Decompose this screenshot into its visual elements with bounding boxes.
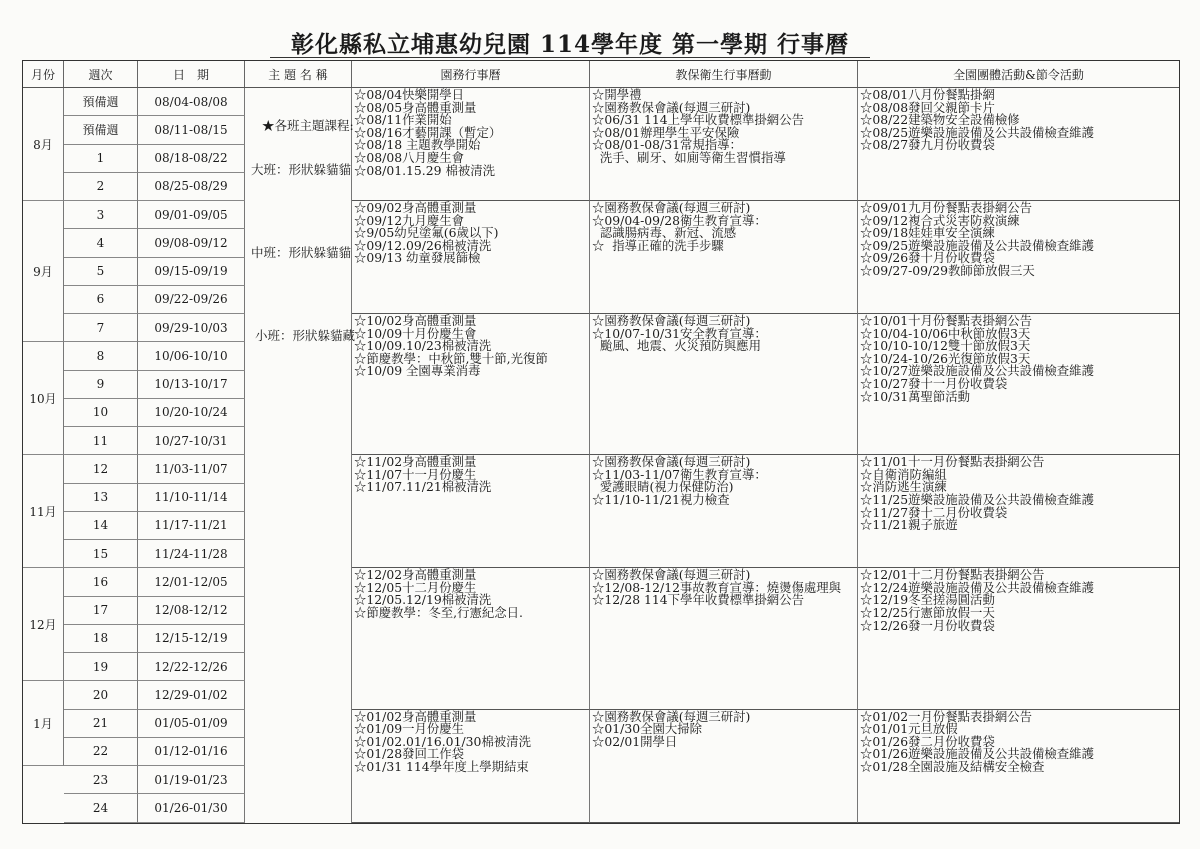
week-number-cell: 3	[64, 201, 138, 229]
week-number-cell: 6	[64, 286, 138, 314]
event-line: ☆10/27發十一月份收費袋	[860, 375, 1008, 391]
week-number-cell: 22	[64, 738, 138, 766]
month-cell: 12月	[23, 568, 64, 681]
week-date-cell: 09/22-09/26	[138, 286, 245, 314]
event-line: ☆09/27-09/29教師節放假三天	[860, 262, 1035, 278]
event-line: ☆自衛消防編組	[860, 466, 947, 482]
school-calendar-cell	[352, 314, 590, 455]
event-line: ☆01/01元旦放假	[860, 721, 958, 737]
week-number-cell: 1	[64, 145, 138, 173]
week-date-cell: 01/19-01/23	[138, 766, 245, 794]
event-line: ☆01/09一月份慶生	[354, 721, 465, 737]
event-line: ☆09/01九月份餐點表掛網公告	[860, 201, 1033, 215]
event-line: 愛護眼睛(視力保健防治)	[592, 479, 734, 495]
week-date-cell: 10/20-10/24	[138, 399, 245, 427]
event-line: ☆11/10-11/21視力檢查	[592, 492, 730, 508]
event-line: ☆10/02身高體重測量	[354, 314, 477, 328]
event-line: ☆08/01-08/31常規指導：	[592, 137, 742, 153]
school-calendar-cell	[352, 568, 590, 709]
header-activities: 全園團體活動&節令活動	[953, 67, 1084, 82]
event-line: ☆節慶教學：冬至,行憲紀念日.	[354, 605, 523, 621]
week-date-cell: 09/15-09/19	[138, 258, 245, 286]
week-number-cell: 14	[64, 512, 138, 540]
event-line: ☆01/02一月份餐點表掛網公告	[860, 709, 1033, 724]
health-calendar-cell	[590, 710, 858, 823]
week-date-cell: 09/01-09/05	[138, 201, 245, 229]
school-calendar-cell	[352, 88, 590, 201]
event-line: ☆10/31萬聖節活動	[860, 388, 971, 404]
event-line: ☆開學禮	[592, 88, 642, 102]
event-line: ☆10/27遊樂設施設備及公共設備檢查維護	[860, 363, 1094, 379]
event-line: ☆11/03-11/07衛生教育宣導：	[592, 466, 767, 482]
event-line: ☆園務教保會議(每週三研討)	[592, 568, 751, 583]
theme-column	[245, 88, 356, 823]
event-line: ☆10/24-10/26光復節放假3天	[860, 350, 1031, 366]
week-date-cell: 11/24-11/28	[138, 540, 245, 568]
event-line: ☆12/05.12/19棉被清洗	[354, 592, 492, 608]
event-line: ☆11/27發十二月份收費袋	[860, 504, 1008, 520]
theme-heading: ★各班主題課程:	[262, 118, 354, 133]
event-line: ☆08/01.15.29 棉被清洗	[354, 162, 496, 178]
header-school-calendar: 園務行事曆	[352, 61, 590, 87]
week-number-cell: 23	[64, 766, 138, 794]
school-calendar-cell	[352, 201, 590, 314]
week-date-cell: 09/08-09/12	[138, 229, 245, 257]
title-underline	[270, 57, 870, 58]
week-number-cell: 12	[64, 455, 138, 483]
event-line: ☆01/02.01/16.01/30棉被清洗	[354, 733, 531, 749]
event-line: ☆12/08-12/12事故教育宣導：燒燙傷處理與	[592, 579, 842, 595]
event-line: 認識腸病毒、新冠、流感	[592, 225, 737, 241]
week-number-cell: 5	[64, 258, 138, 286]
document-title: 彰化縣私立埔惠幼兒園 114學年度 第一學期 行事曆	[290, 31, 850, 58]
week-number-cell: 10	[64, 399, 138, 427]
event-line: ☆11/02身高體重測量	[354, 455, 477, 470]
activities-cell	[858, 568, 1179, 709]
event-line: ☆08/22建築物安全設備檢修	[860, 112, 1020, 128]
event-line: ☆園務教保會議(每週三研討)	[592, 455, 751, 470]
event-line: ☆節慶教學：中秋節,雙十節,光復節	[354, 350, 548, 366]
event-line: ☆08/27發九月份收費袋	[860, 137, 995, 153]
month-cell: 11月	[23, 455, 64, 568]
event-line: ☆12/01十二月份餐點表掛網公告	[860, 568, 1045, 583]
event-line: ☆09/13 幼童發展篩檢	[354, 250, 481, 266]
header-theme: 主 題 名 稱	[245, 61, 352, 87]
week-number-cell: 24	[64, 794, 138, 822]
week-number-cell: 7	[64, 314, 138, 342]
event-line: ☆園務教保會議(每週三研討)	[592, 99, 751, 115]
event-line: ☆10/04-10/06中秋節放假3天	[860, 325, 1031, 341]
week-number-cell: 15	[64, 540, 138, 568]
theme-class-middle: 中班：形狀躲貓貓	[251, 245, 352, 260]
event-line: ☆11/07十一月份慶生	[354, 466, 477, 482]
event-line: ☆10/09 全園專業消毒	[354, 363, 481, 379]
health-calendar-cell	[590, 88, 858, 201]
event-line: ☆10/07-10/31安全教育宣導：	[592, 325, 767, 341]
event-line: ☆12/24遊樂設施設備及公共設備檢查維護	[860, 579, 1094, 595]
school-calendar-cell	[352, 710, 590, 823]
event-line: ☆06/31 114上學年收費標準掛網公告	[592, 112, 804, 128]
week-date-cell: 12/15-12/19	[138, 625, 245, 653]
week-date-cell: 09/29-10/03	[138, 314, 245, 342]
week-number-cell: 17	[64, 597, 138, 625]
event-line: ☆10/09十月份慶生會	[354, 325, 477, 341]
header-month: 月份	[23, 61, 64, 87]
event-line: ☆10/10-10/12雙十節放假3天	[860, 338, 1031, 354]
header-week: 週次	[64, 61, 138, 87]
event-line: ☆01/28發回工作袋	[354, 746, 465, 762]
week-number-cell: 2	[64, 173, 138, 201]
theme-class-junior: 小班：形狀躲貓藏	[255, 328, 356, 343]
week-date-cell: 12/29-01/02	[138, 681, 245, 709]
week-date-cell: 12/22-12/26	[138, 653, 245, 681]
event-line: ☆01/26遊樂設施設備及公共設備檢查維護	[860, 746, 1094, 762]
event-line: 洗手、刷牙、如廁等衛生習慣指導	[592, 149, 786, 165]
health-calendar-cell	[590, 568, 858, 709]
event-line: ☆11/01十一月份餐點表掛網公告	[860, 455, 1045, 470]
event-line: ☆08/08發回父親節卡片	[860, 99, 995, 115]
week-number-cell: 預備週	[64, 88, 138, 116]
health-calendar-cell	[590, 201, 858, 314]
event-line: ☆11/25遊樂設施設備及公共設備檢查維護	[860, 492, 1094, 508]
week-number-cell: 預備週	[64, 116, 138, 144]
event-line: ☆09/12九月慶生會	[354, 212, 465, 228]
event-line: ☆09/04-09/28衛生教育宣導：	[592, 212, 767, 228]
event-line: ☆9/05幼兒塗氟(6歲以下)	[354, 225, 499, 241]
event-line: ☆08/04快樂開學日	[354, 88, 465, 102]
event-line: ☆12/28 114下學年收費標準掛網公告	[592, 592, 804, 608]
week-number-cell: 19	[64, 653, 138, 681]
week-date-cell: 10/27-10/31	[138, 427, 245, 455]
event-line: ☆11/07.11/21棉被清洗	[354, 479, 492, 495]
event-line: ☆園務教保會議(每週三研討)	[592, 709, 751, 724]
week-number-cell: 11	[64, 427, 138, 455]
event-line: ☆10/09.10/23棉被清洗	[354, 338, 492, 354]
event-line: ☆01/31 114學年度上學期結束	[354, 758, 529, 774]
week-number-cell: 21	[64, 710, 138, 738]
event-line: ☆02/01開學日	[592, 733, 678, 749]
month-cell: 10月	[23, 342, 64, 455]
event-line: ☆09/12.09/26棉被清洗	[354, 237, 492, 253]
event-line: ☆09/25遊樂設施設備及公共設備檢查維護	[860, 237, 1094, 253]
event-line: ☆09/12複合式災害防救演練	[860, 212, 1020, 228]
event-line: ☆01/02身高體重測量	[354, 709, 477, 724]
week-date-cell: 10/06-10/10	[138, 342, 245, 370]
week-number-cell: 9	[64, 371, 138, 399]
school-calendar-cell	[352, 455, 590, 568]
event-line: ☆園務教保會議(每週三研討)	[592, 314, 751, 328]
week-date-cell: 01/26-01/30	[138, 794, 245, 822]
month-cell: 9月	[23, 201, 64, 342]
event-line: ☆12/26發一月份收費袋	[860, 617, 995, 633]
month-cell: 1月	[23, 681, 64, 766]
event-line: ☆12/02身高體重測量	[354, 568, 477, 583]
calendar-table	[22, 60, 1180, 824]
week-date-cell: 01/05-01/09	[138, 710, 245, 738]
event-line: ☆園務教保會議(每週三研討)	[592, 201, 751, 215]
header-health-calendar: 教保衛生行事曆動	[590, 61, 858, 87]
event-line: ☆08/05身高體重測量	[354, 99, 477, 115]
week-number-cell: 18	[64, 625, 138, 653]
week-date-cell: 08/25-08/29	[138, 173, 245, 201]
event-line: ☆08/11作業開始	[354, 112, 452, 128]
week-date-cell: 12/01-12/05	[138, 568, 245, 596]
event-line: ☆10/01十月份餐點表掛網公告	[860, 314, 1033, 328]
event-line: ☆08/25遊樂設施設備及公共設備檢查維護	[860, 124, 1094, 140]
event-line: ☆12/19冬至搓湯圓活動	[860, 592, 995, 608]
event-line: ☆09/18娃娃車安全演練	[860, 225, 995, 241]
week-date-cell: 11/17-11/21	[138, 512, 245, 540]
event-line: ☆08/16才藝開課（暫定）	[354, 124, 502, 140]
week-number-cell: 13	[64, 484, 138, 512]
week-date-cell: 08/04-08/08	[138, 88, 245, 116]
month-cell: 8月	[23, 88, 64, 201]
event-line: 颱風、地震、火災預防與應用	[592, 338, 761, 354]
event-line: ☆消防逃生演練	[860, 479, 947, 495]
week-date-cell: 10/13-10/17	[138, 371, 245, 399]
week-number-cell: 20	[64, 681, 138, 709]
event-line: ☆08/01辦理學生平安保險	[592, 124, 740, 140]
week-date-cell: 01/12-01/16	[138, 738, 245, 766]
week-number-cell: 8	[64, 342, 138, 370]
event-line: ☆11/21親子旅遊	[860, 517, 958, 533]
theme-class-senior: 大班：形狀躲貓貓	[251, 162, 352, 177]
activities-cell	[858, 201, 1179, 314]
event-line: ☆08/18 主題教學開始	[354, 137, 481, 153]
health-calendar-cell	[590, 455, 858, 568]
event-line: ☆01/28全園設施及結構安全檢查	[860, 758, 1045, 774]
week-date-cell: 11/03-11/07	[138, 455, 245, 483]
event-line: ☆ 指導正確的洗手步驟	[592, 237, 724, 253]
header-date: 日 期	[138, 61, 245, 87]
activities-cell	[858, 455, 1179, 568]
event-line: ☆09/26發十月份收費袋	[860, 250, 995, 266]
event-line: ☆09/02身高體重測量	[354, 201, 477, 215]
activities-cell	[858, 88, 1179, 201]
event-line: ☆12/05十二月份慶生	[354, 579, 477, 595]
event-line: ☆01/30全園大掃除	[592, 721, 703, 737]
week-number-cell: 16	[64, 568, 138, 596]
week-date-cell: 12/08-12/12	[138, 597, 245, 625]
week-date-cell: 08/18-08/22	[138, 145, 245, 173]
event-line: ☆08/08八月慶生會	[354, 149, 465, 165]
week-date-cell: 11/10-11/14	[138, 484, 245, 512]
event-line: ☆01/26發二月份收費袋	[860, 733, 995, 749]
week-date-cell: 08/11-08/15	[138, 116, 245, 144]
activities-cell	[858, 314, 1179, 455]
activities-cell	[858, 710, 1179, 823]
health-calendar-cell	[590, 314, 858, 455]
event-line: ☆12/25行憲節放假一天	[860, 605, 995, 621]
week-number-cell: 4	[64, 229, 138, 257]
event-line: ☆08/01八月份餐點掛網	[860, 88, 995, 102]
